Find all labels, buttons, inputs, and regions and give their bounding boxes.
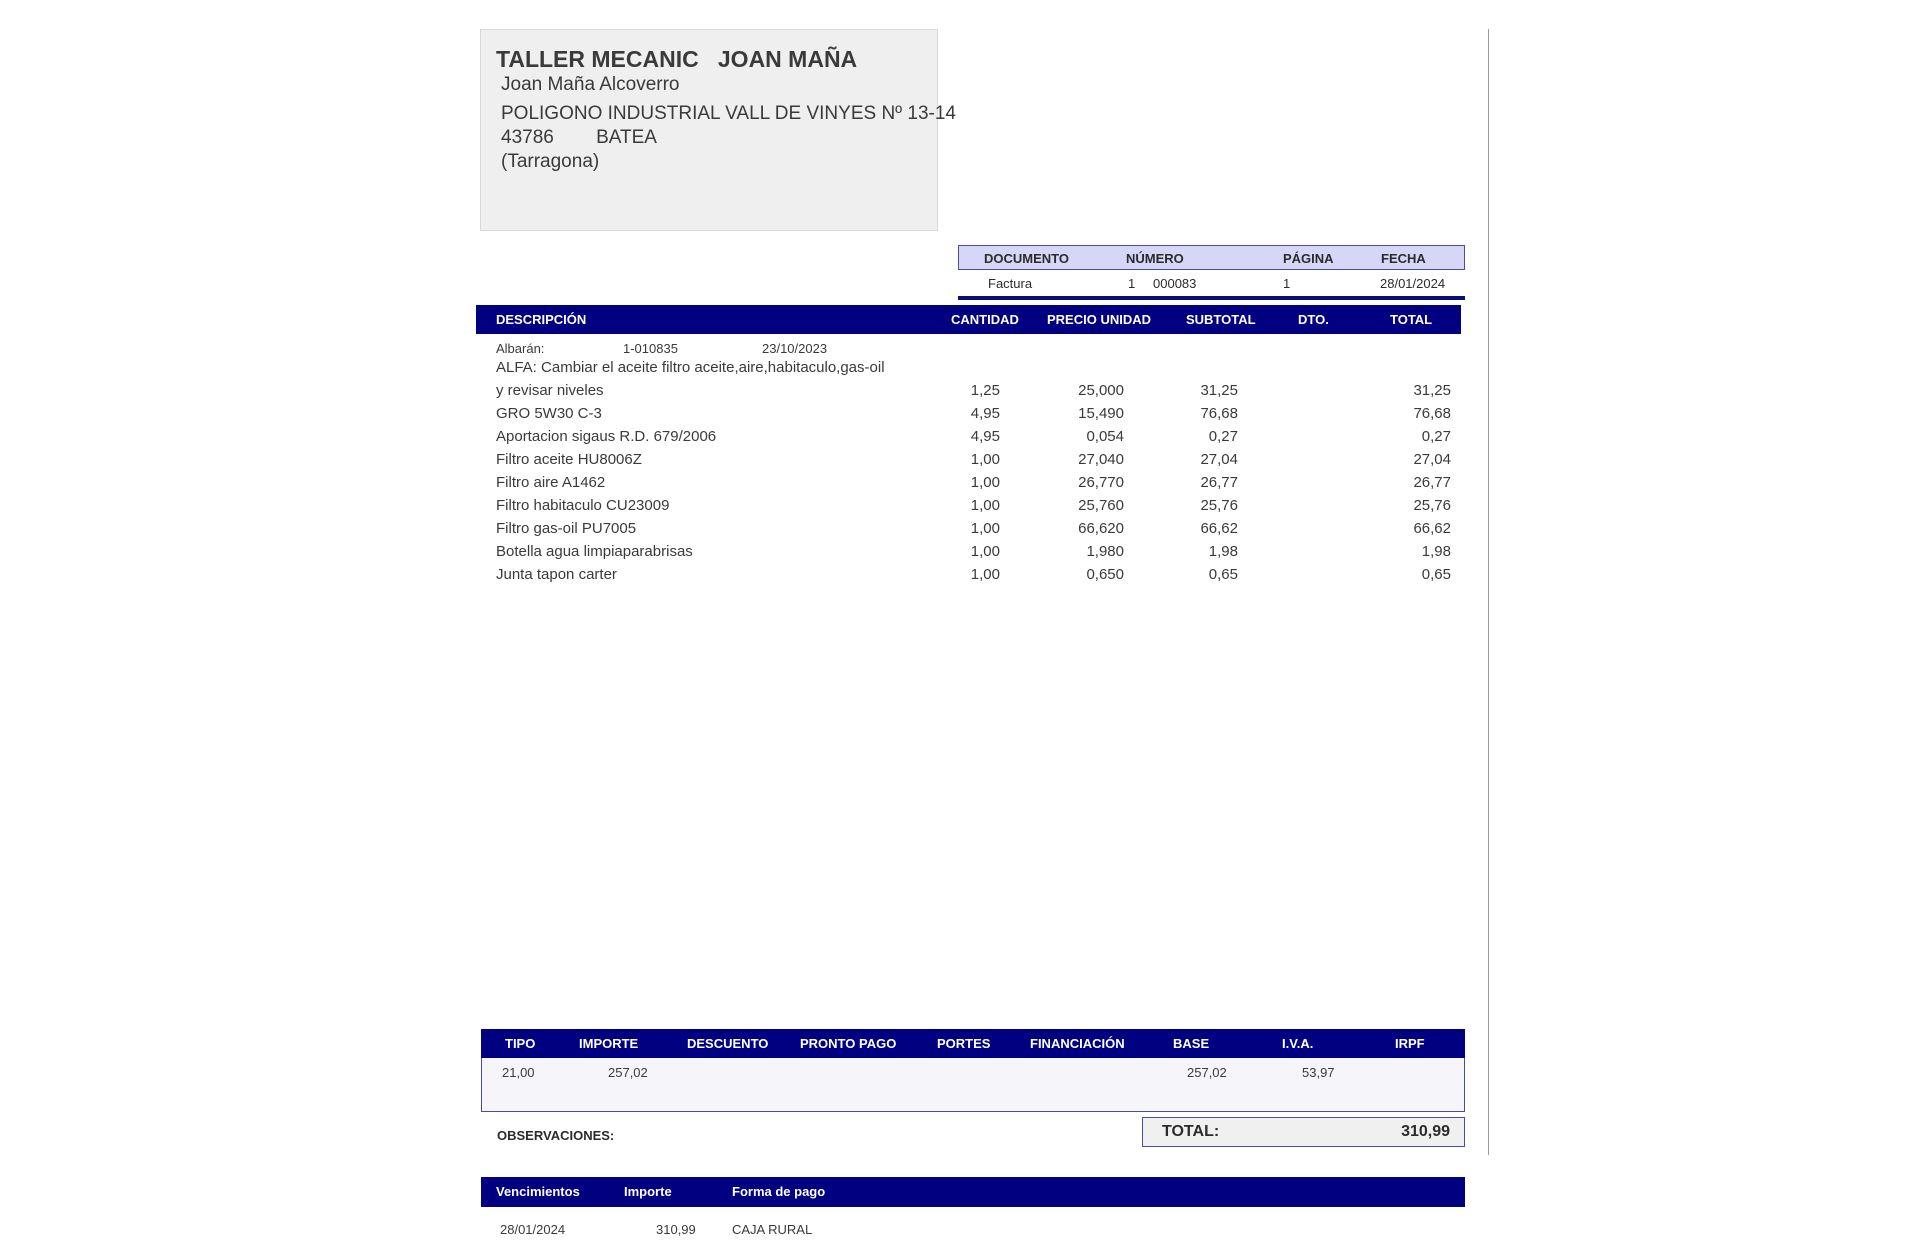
tax-col-pronto-pago: PRONTO PAGO — [800, 1036, 897, 1051]
item-unit-price: 66,620 — [1078, 520, 1124, 537]
item-subtotal: 26,77 — [1200, 474, 1238, 491]
col-descripcion: DESCRIPCIÓN — [496, 312, 587, 327]
owner-name: Joan Maña Alcoverro — [501, 74, 680, 95]
item-description: y revisar niveles — [496, 382, 604, 399]
observaciones-label: OBSERVACIONES: — [497, 1128, 615, 1143]
item-unit-price: 0,650 — [1086, 566, 1124, 583]
item-subtotal: 76,68 — [1200, 405, 1238, 422]
doc-col-documento: DOCUMENTO — [984, 251, 1069, 266]
pay-col-vencimientos: Vencimientos — [496, 1184, 580, 1199]
item-subtotal: 66,62 — [1200, 520, 1238, 537]
pay-col-forma-pago: Forma de pago — [732, 1184, 826, 1199]
col-total: TOTAL — [1390, 312, 1433, 327]
item-total: 66,62 — [1413, 520, 1451, 537]
item-description: Junta tapon carter — [496, 566, 617, 583]
item-quantity: 1,00 — [970, 451, 1000, 468]
doc-series: 1 — [1128, 276, 1136, 291]
item-description: Botella agua limpiaparabrisas — [496, 543, 693, 560]
table-row — [476, 472, 1461, 495]
pay-col-importe: Importe — [624, 1184, 672, 1199]
item-unit-price: 25,760 — [1078, 497, 1124, 514]
item-subtotal: 25,76 — [1200, 497, 1238, 514]
doc-date: 28/01/2024 — [1380, 276, 1446, 291]
item-description: Aportacion sigaus R.D. 679/2006 — [496, 428, 717, 445]
doc-number: 000083 — [1153, 276, 1197, 291]
item-unit-price: 26,770 — [1078, 474, 1124, 491]
sender-box — [480, 29, 956, 231]
page-margin-line — [1488, 29, 1489, 1155]
payment-header — [481, 1177, 1465, 1207]
item-quantity: 1,25 — [970, 382, 1000, 399]
total-label: TOTAL: — [1162, 1123, 1220, 1140]
tax-col-financiacion: FINANCIACIÓN — [1030, 1036, 1125, 1051]
col-subtotal: SUBTOTAL — [1186, 312, 1256, 327]
table-row — [476, 449, 1461, 472]
total-box — [1142, 1117, 1465, 1147]
tax-col-irpf: IRPF — [1395, 1036, 1425, 1051]
tax-col-importe: IMPORTE — [579, 1036, 639, 1051]
document-divider — [958, 296, 1465, 300]
address: POLIGONO INDUSTRIAL VALL DE VINYES Nº 13-14 — [501, 103, 956, 124]
item-subtotal: 0,27 — [1208, 428, 1238, 445]
payment-date: 28/01/2024 — [500, 1222, 566, 1237]
item-total: 1,98 — [1421, 543, 1451, 560]
tax-importe: 257,02 — [608, 1065, 648, 1080]
tax-col-tipo: TIPO — [505, 1036, 536, 1051]
table-row — [476, 380, 1461, 403]
item-subtotal: 0,65 — [1208, 566, 1238, 583]
item-quantity: 1,00 — [970, 566, 1000, 583]
item-unit-price: 1,980 — [1086, 543, 1124, 560]
item-unit-price: 0,054 — [1086, 428, 1124, 445]
item-subtotal: 1,98 — [1208, 543, 1238, 560]
doc-page: 1 — [1283, 276, 1291, 291]
col-cantidad: CANTIDAD — [951, 312, 1019, 327]
table-row — [476, 541, 1461, 564]
item-subtotal: 27,04 — [1200, 451, 1238, 468]
doc-col-pagina: PÁGINA — [1283, 251, 1334, 266]
item-subtotal: 31,25 — [1200, 382, 1238, 399]
item-description: GRO 5W30 C-3 — [496, 405, 602, 422]
item-quantity: 1,00 — [970, 543, 1000, 560]
tax-header — [481, 1029, 1465, 1058]
total-value: 310,99 — [1401, 1123, 1450, 1140]
item-quantity: 1,00 — [970, 520, 1000, 537]
items-header — [476, 305, 1461, 334]
item-total: 25,76 — [1413, 497, 1451, 514]
table-row — [476, 495, 1461, 518]
item-description: ALFA: Cambiar el aceite filtro aceite,aire,habitaculo,gas-oil — [496, 359, 885, 376]
item-quantity: 1,00 — [970, 474, 1000, 491]
tax-base: 257,02 — [1187, 1065, 1227, 1080]
table-row — [476, 518, 1461, 541]
item-description: Filtro aceite HU8006Z — [496, 451, 642, 468]
tax-col-portes: PORTES — [937, 1036, 991, 1051]
table-row — [476, 426, 1461, 449]
tax-col-iva: I.V.A. — [1282, 1036, 1314, 1051]
albaran-number: 1-010835 — [623, 341, 678, 356]
item-total: 0,65 — [1421, 566, 1451, 583]
province: (Tarragona) — [501, 151, 600, 172]
tax-iva: 53,97 — [1302, 1065, 1335, 1080]
item-unit-price: 27,040 — [1078, 451, 1124, 468]
item-quantity: 4,95 — [970, 405, 1000, 422]
document-info-row — [958, 270, 1465, 296]
item-description: Filtro habitaculo CU23009 — [496, 497, 670, 514]
item-total: 0,27 — [1421, 428, 1451, 445]
tax-tipo: 21,00 — [502, 1065, 535, 1080]
table-row — [476, 403, 1461, 426]
document-header — [958, 245, 1465, 270]
doc-type: Factura — [988, 276, 1033, 291]
albaran-label: Albarán: — [496, 341, 545, 356]
col-precio-unidad: PRECIO UNIDAD — [1047, 312, 1152, 327]
col-dto: DTO. — [1298, 312, 1329, 327]
doc-col-fecha: FECHA — [1381, 251, 1426, 266]
tax-col-descuento: DESCUENTO — [687, 1036, 769, 1051]
payment-method: CAJA RURAL — [732, 1222, 813, 1237]
item-unit-price: 25,000 — [1078, 382, 1124, 399]
item-total: 26,77 — [1413, 474, 1451, 491]
item-total: 31,25 — [1413, 382, 1451, 399]
item-description: Filtro gas-oil PU7005 — [496, 520, 637, 537]
item-description: Filtro aire A1462 — [496, 474, 606, 491]
postal-city: 43786 BATEA — [501, 127, 657, 148]
item-total: 27,04 — [1413, 451, 1451, 468]
table-row — [476, 564, 1461, 587]
tax-row — [481, 1058, 1465, 1112]
item-total: 76,68 — [1413, 405, 1451, 422]
item-quantity: 1,00 — [970, 497, 1000, 514]
item-unit-price: 15,490 — [1078, 405, 1124, 422]
albaran-date: 23/10/2023 — [762, 341, 828, 356]
payment-amount: 310,99 — [656, 1222, 696, 1237]
item-quantity: 4,95 — [970, 428, 1000, 445]
tax-col-base: BASE — [1173, 1036, 1210, 1051]
company-name: TALLER MECANIC JOAN MAÑA — [496, 46, 858, 72]
table-row — [476, 357, 1461, 380]
doc-col-numero: NÚMERO — [1126, 251, 1184, 266]
